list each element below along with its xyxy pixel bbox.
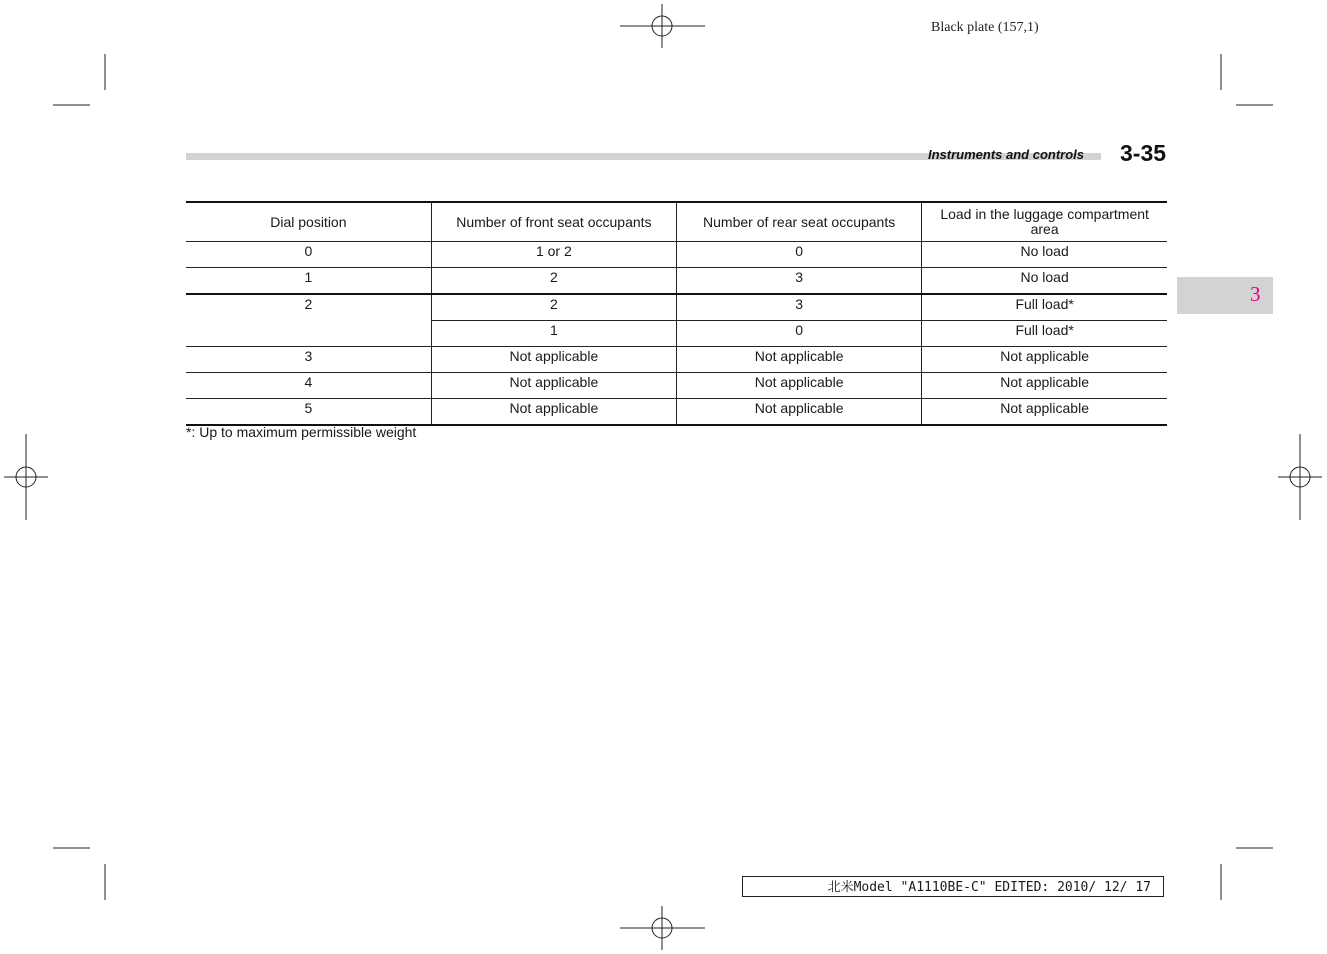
header-front-occupants: Number of front seat occupants: [431, 202, 676, 242]
cell-rear: Not applicable: [677, 399, 922, 426]
cell-front: 2: [431, 294, 676, 321]
header-rear-occupants: Number of rear seat occupants: [677, 202, 922, 242]
cell-front: 2: [431, 268, 676, 295]
chapter-tab: [1177, 277, 1273, 314]
cell-front: Not applicable: [431, 347, 676, 373]
cell-load: No load: [922, 242, 1167, 268]
page-number: 3-35: [1120, 140, 1167, 166]
cell-front: Not applicable: [431, 399, 676, 426]
table-row: [186, 373, 1167, 399]
table-footnote: *: Up to maximum permissible weight: [186, 424, 417, 440]
cell-rear: Not applicable: [677, 347, 922, 373]
cell-front: Not applicable: [431, 373, 676, 399]
cell-rear: 0: [677, 321, 922, 347]
cell-load: Not applicable: [922, 347, 1167, 373]
cell-dial: 3: [186, 347, 431, 373]
table-row: [186, 347, 1167, 373]
table-row: [186, 399, 1167, 426]
cell-rear: 3: [677, 268, 922, 295]
cell-front: 1: [431, 321, 676, 347]
cell-load: Full load*: [922, 321, 1167, 347]
section-title: Instruments and controls: [928, 147, 1085, 162]
dial-position-table: [186, 201, 1167, 426]
header-luggage-load: Load in the luggage compartment area: [922, 202, 1167, 242]
edit-stamp: 北米Model "A1110BE-C" EDITED: 2010/ 12/ 17: [742, 876, 1164, 897]
table-row: [186, 294, 1167, 321]
cell-dial: 5: [186, 399, 431, 426]
header-dial-position: Dial position: [186, 202, 431, 242]
cell-front: 1 or 2: [431, 242, 676, 268]
table-row: [186, 242, 1167, 268]
cell-dial: 1: [186, 268, 431, 295]
plate-label: Black plate (157,1): [931, 20, 1039, 35]
cell-rear: 3: [677, 294, 922, 321]
cell-load: No load: [922, 268, 1167, 295]
table-header-row: [186, 202, 1167, 242]
cell-load: Not applicable: [922, 373, 1167, 399]
chapter-number: 3: [1250, 282, 1261, 306]
cell-rear: 0: [677, 242, 922, 268]
cell-load: Not applicable: [922, 399, 1167, 426]
cell-dial: 4: [186, 373, 431, 399]
cell-dial: 0: [186, 242, 431, 268]
cell-rear: Not applicable: [677, 373, 922, 399]
cell-load: Full load*: [922, 294, 1167, 321]
cell-dial: 2: [186, 294, 431, 347]
table-row: [186, 268, 1167, 295]
